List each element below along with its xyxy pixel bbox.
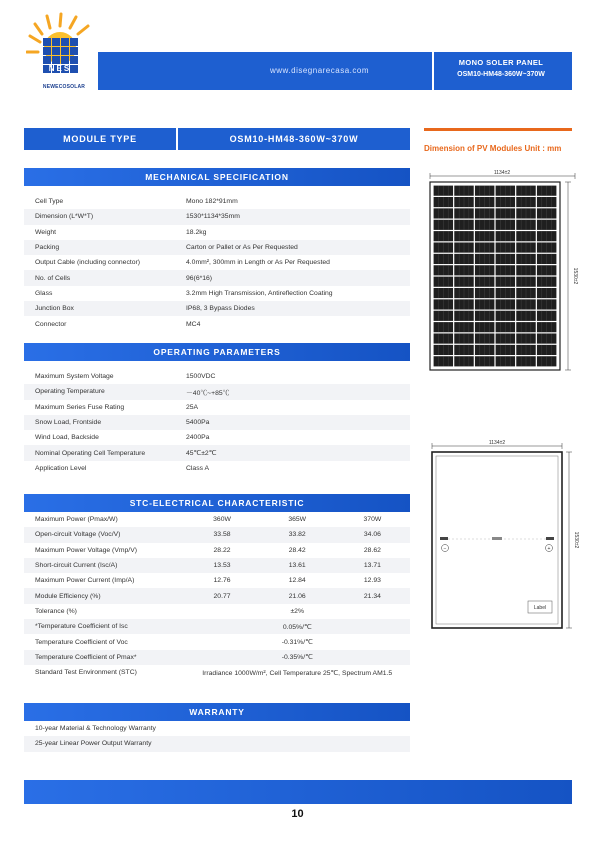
back-width-label: 1134±2 — [488, 440, 506, 446]
row-value: 1530*1134*35mm — [186, 213, 240, 221]
header-url[interactable]: www.disegnarecasa.com — [270, 66, 369, 75]
row-key: Application Level — [35, 464, 87, 472]
row-key: Junction Box — [35, 305, 74, 313]
row-key-text: Temperature Coefficient of Isc — [37, 623, 128, 631]
table-row — [24, 619, 410, 634]
footer-bar — [24, 780, 572, 804]
row-key: Weight — [35, 228, 57, 236]
table-row — [24, 527, 410, 542]
row-key: Packing — [35, 244, 60, 252]
stc-table — [24, 512, 410, 680]
cell-value: 34.06 — [363, 531, 381, 539]
table-row — [24, 588, 410, 603]
dimension-title: Dimension of PV Modules Unit : mm — [424, 144, 562, 153]
table-row — [24, 634, 410, 649]
positive-terminal-icon: + — [547, 546, 551, 552]
warranty-section-title: WARRANTY — [24, 703, 410, 721]
cell-value: 28.42 — [288, 546, 306, 554]
table-row — [24, 240, 410, 255]
row-key: Connector — [35, 320, 67, 328]
row-key: Maximum Series Fuse Rating — [35, 403, 125, 411]
row-value: 45℃±2℃ — [186, 450, 217, 458]
table-row — [24, 301, 410, 316]
row-key: Output Cable (including connector) — [35, 259, 141, 267]
table-row — [24, 543, 410, 558]
cell-value: Irradiance 1000W/m², Cell Temperature 25℃, Spectrum AM1.5 — [202, 669, 393, 677]
cell-value: 13.71 — [363, 562, 381, 570]
header-separator — [432, 52, 434, 90]
row-value: Mono 182*91mm — [186, 198, 238, 206]
table-row — [24, 209, 410, 224]
module-type-label: MODULE TYPE — [24, 128, 176, 150]
table-row — [24, 415, 410, 430]
table-row — [24, 445, 410, 460]
cell-value: 0.05%/℃ — [282, 623, 312, 631]
table-row — [24, 225, 410, 240]
table-row — [24, 316, 410, 331]
cell-value: ±2% — [290, 607, 304, 615]
operating-table — [24, 369, 410, 476]
cell-value: 20.77 — [213, 592, 231, 600]
header-title: MONO SOLER PANEL — [458, 58, 544, 67]
table-row — [24, 665, 410, 680]
row-key-text: Temperature Coefficient of Pmax — [35, 653, 134, 661]
row-key: 10-year Material & Technology Warranty — [35, 725, 156, 733]
row-key: No. of Cells — [35, 274, 71, 282]
table-row — [24, 461, 410, 476]
module-type-value: OSM10-HM48-360W~370W — [178, 128, 410, 150]
row-key: Snow Load, Frontside — [35, 419, 102, 427]
module-back-diagram — [420, 438, 580, 630]
row-key: Short-circuit Current (Isc/A) — [35, 562, 118, 570]
module-front-diagram — [420, 168, 580, 373]
negative-terminal-icon: − — [443, 546, 447, 552]
row-key: Dimension (L*W*T) — [35, 213, 94, 221]
column-header: 360W — [213, 516, 231, 524]
column-header: 370W — [363, 516, 382, 524]
row-value: 18.2kg — [186, 228, 207, 236]
cell-value: 33.82 — [288, 531, 306, 539]
table-row — [24, 270, 410, 285]
row-key: Glass — [35, 289, 53, 297]
svg-text:NES: NES — [48, 64, 72, 73]
row-value: 3.2mm High Transmission, Antireflection Coating — [186, 289, 333, 297]
cell-value: -0.35%/℃ — [281, 654, 313, 662]
cell-value: 13.61 — [288, 562, 306, 570]
row-value: 5400Pa — [186, 419, 210, 427]
table-row — [24, 194, 410, 209]
table-row — [24, 286, 410, 301]
row-key: Temperature Coefficient of Voc — [35, 638, 128, 646]
cell-value: 12.76 — [213, 577, 231, 585]
front-width-label: 1134±2 — [493, 170, 511, 176]
table-row — [24, 721, 410, 736]
cell-value: -0.31%/℃ — [281, 639, 313, 647]
row-key: Cell Type — [35, 198, 64, 206]
mechanical-section-title: MECHANICAL SPECIFICATION — [24, 168, 410, 186]
table-row — [24, 400, 410, 415]
table-row — [24, 384, 410, 399]
table-header-row — [24, 512, 410, 527]
row-value: 96(6*16) — [186, 274, 213, 282]
row-key: Operating Temperature — [35, 388, 105, 396]
table-row — [24, 604, 410, 619]
row-value: 2400Pa — [186, 434, 210, 442]
page-number: 10 — [291, 808, 304, 820]
row-key: 25-year Linear Power Output Warranty — [35, 740, 152, 748]
row-value: MC4 — [186, 320, 201, 328]
warranty-table — [24, 721, 410, 752]
row-value: Carton or Pallet or As Per Requested — [186, 244, 298, 252]
table-row — [24, 736, 410, 751]
cell-value: 12.93 — [363, 577, 381, 585]
cell-value: 12.84 — [288, 577, 306, 585]
row-key: Standard Test Environment (STC) — [35, 669, 137, 677]
column-header: 365W — [288, 516, 307, 524]
front-height-label: 1530±2 — [572, 267, 578, 285]
operating-section-title: OPERATING PARAMETERS — [24, 343, 410, 361]
row-key: Nominal Operating Cell Temperature — [35, 449, 146, 457]
mechanical-table — [24, 194, 410, 332]
cell-value: 21.06 — [288, 592, 306, 600]
table-row — [24, 255, 410, 270]
row-key: Temperature Coefficient of Pmax* — [35, 653, 137, 661]
row-value: 1500VDC — [186, 373, 216, 381]
table-row — [24, 573, 410, 588]
row-key: *Temperature Coefficient of Isc — [35, 623, 128, 631]
row-value: －40℃~+85℃ — [186, 389, 230, 397]
row-value: 25A — [186, 403, 199, 411]
table-row — [24, 650, 410, 665]
row-key: Maximum System Voltage — [35, 373, 114, 381]
row-key: Wind Load, Backside — [35, 434, 99, 442]
row-key: Open-circuit Voltage (Voc/V) — [35, 531, 121, 539]
row-key: Tolerance (%) — [35, 607, 77, 615]
table-row — [24, 369, 410, 384]
cell-value: 13.53 — [213, 562, 231, 570]
row-key: Maximum Power Current (Imp/A) — [35, 577, 135, 585]
row-value: IP68, 3 Bypass Diodes — [186, 305, 255, 313]
row-value: Class A — [186, 464, 210, 472]
table-row — [24, 430, 410, 445]
row-value: 4.0mm², 300mm in Length or As Per Requested — [186, 259, 330, 267]
header-model: OSM10-HM48-360W~370W — [457, 71, 545, 78]
row-key: Maximum Power Voltage (Vmp/V) — [35, 546, 137, 554]
back-height-label: 1530±2 — [573, 531, 579, 549]
cell-value: 33.58 — [213, 531, 231, 539]
cell-value: 28.62 — [363, 546, 381, 554]
label-plate-text: Label — [533, 605, 547, 611]
table-row — [24, 558, 410, 573]
row-key: Module Efficiency (%) — [35, 592, 101, 600]
cell-value: 28.22 — [213, 546, 231, 554]
dimension-accent-line — [424, 128, 572, 131]
stc-section-title: STC-ELECTRICAL CHARACTERISTIC — [24, 494, 410, 512]
logo-caption: NEWECOSOLAR — [42, 84, 86, 90]
row-key: Maximum Power (Pmax/W) — [35, 516, 118, 524]
cell-value: 21.34 — [363, 592, 381, 600]
